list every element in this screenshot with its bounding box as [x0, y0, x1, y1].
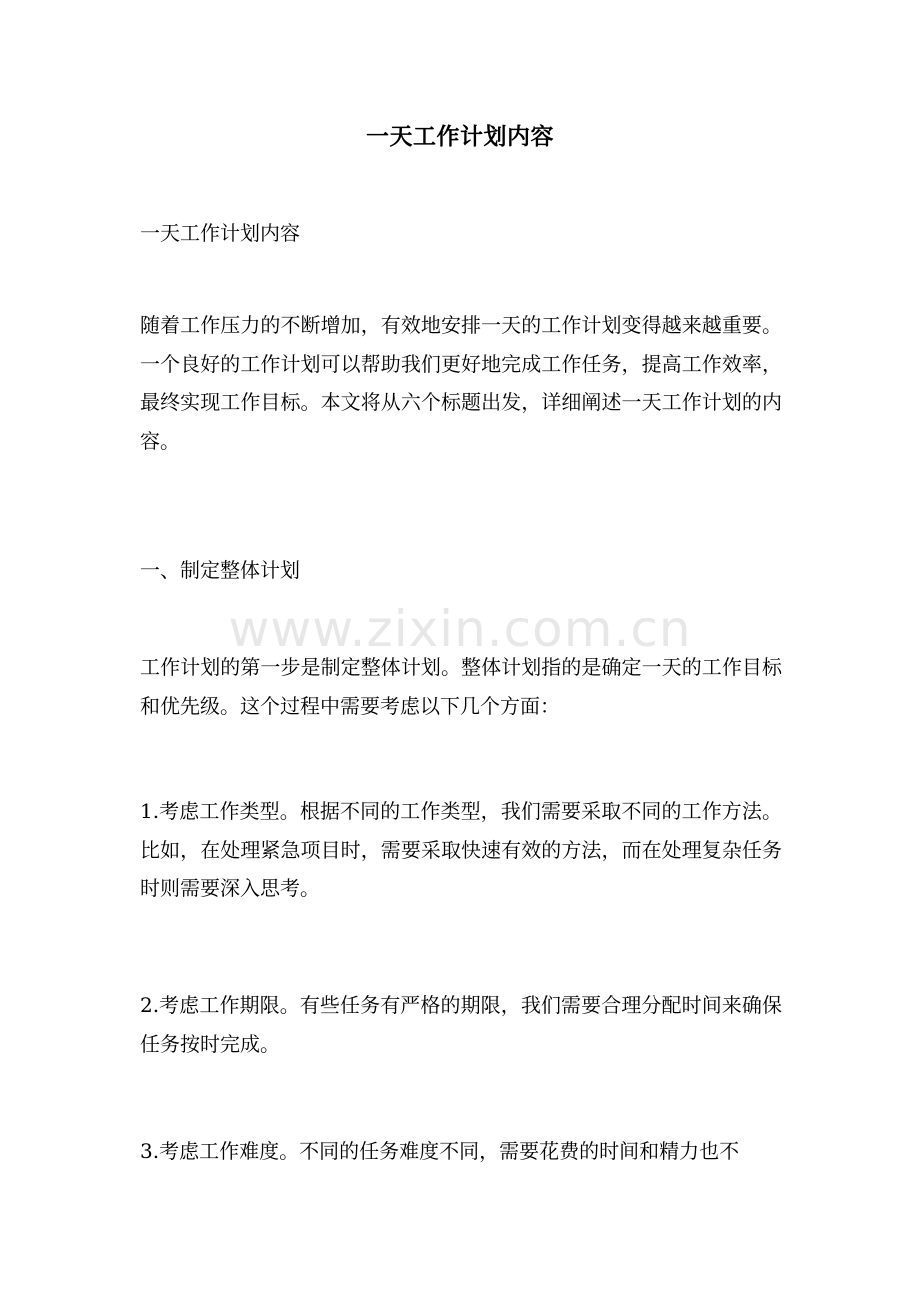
section-intro-paragraph: 工作计划的第一步是制定整体计划。整体计划指的是确定一天的工作目标和优先级。这个过程中需要考虑以下几个方面： — [140, 655, 782, 718]
watermark: www.zixin.com.cn — [228, 600, 692, 658]
document-title: 一天工作计划内容 — [366, 123, 554, 150]
list-item-3: 3.考虑工作难度。不同的任务难度不同，需要花费的时间和精力也不 — [140, 1139, 740, 1163]
document-subtitle: 一天工作计划内容 — [140, 221, 300, 245]
intro-paragraph: 随着工作压力的不断增加，有效地安排一天的工作计划变得越来越重要。一个良好的工作计划可以帮助我们更好地完成工作任务，提高工作效率，最终实现工作目标。本文将从六个标题出发，详细阐述一天工作计划的内容。 — [140, 313, 782, 453]
section-heading: 一、制定整体计划 — [140, 558, 300, 582]
list-item-2: 2.考虑工作期限。有些任务有严格的期限，我们需要合理分配时间来确保任务按时完成。 — [140, 993, 782, 1056]
list-item-1: 1.考虑工作类型。根据不同的工作类型，我们需要采取不同的工作方法。比如，在处理紧急项目时，需要采取快速有效的方法，而在处理复杂任务时则需要深入思考。 — [140, 799, 782, 900]
